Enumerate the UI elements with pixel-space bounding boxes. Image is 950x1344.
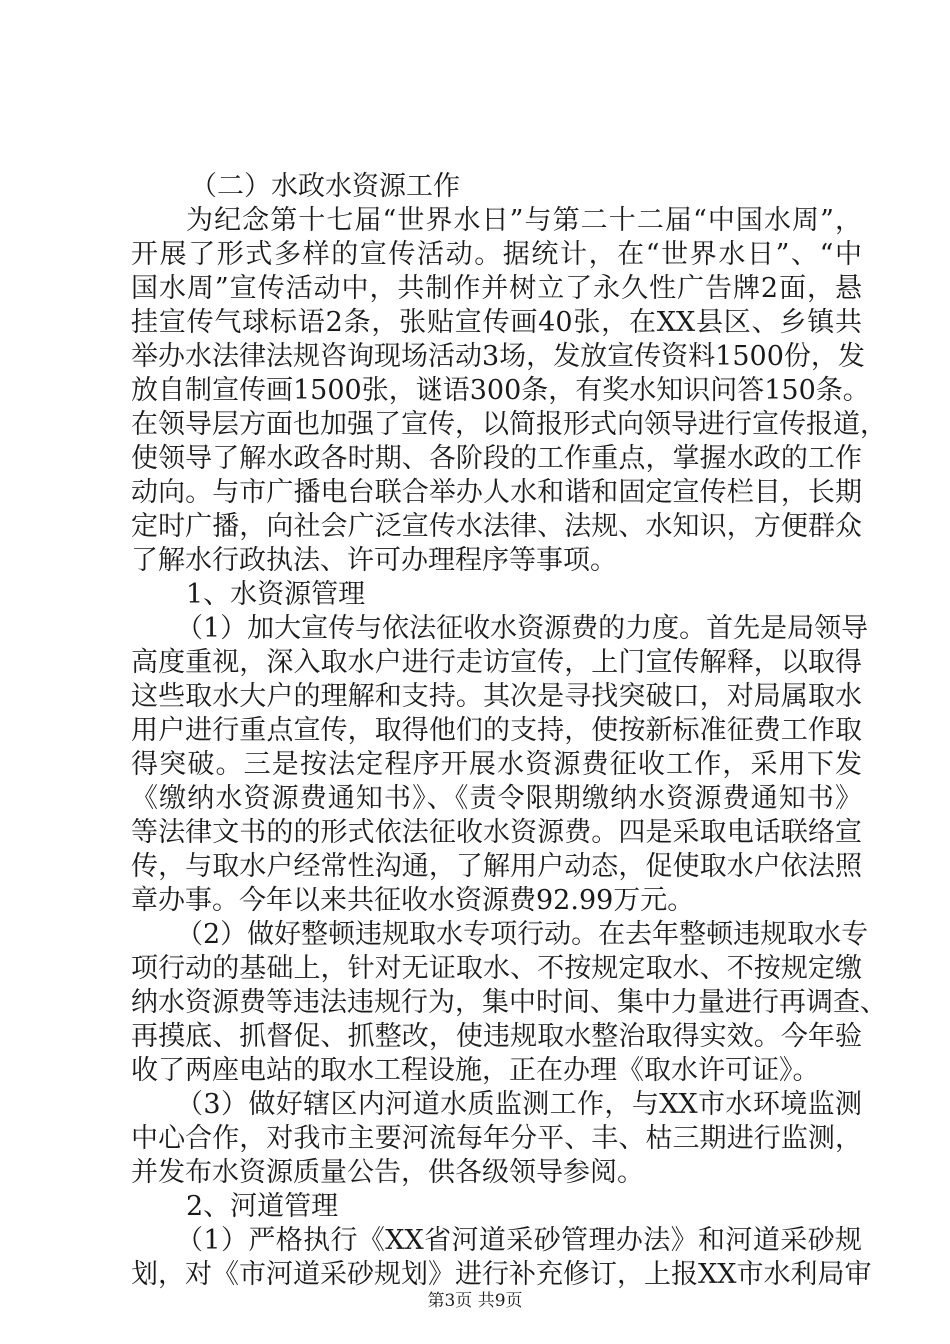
paragraph-line: 放自制宣传画1500张，谜语300条，有奖水知识问答150条。 bbox=[131, 375, 870, 406]
paragraph-line: 再摸底、抓督促、抓整改，使违规取水整治取得实效。今年验 bbox=[131, 1021, 862, 1052]
paragraph-line: 开展了形式多样的宣传活动。据统计，在“世界水日”、“中 bbox=[131, 239, 862, 270]
paragraph-line: 高度重视，深入取水户进行走访宣传，上门宣传解释，以取得 bbox=[131, 647, 862, 678]
paragraph-line: 等法律文书的的形式依法征收水资源费。四是采取电话联络宣 bbox=[131, 817, 862, 848]
paragraph-line: 动向。与市广播电台联合举办人水和谐和固定宣传栏目，长期 bbox=[131, 477, 862, 508]
paragraph-line: 国水周”宣传活动中，共制作并树立了永久性广告牌2面，悬 bbox=[131, 273, 862, 304]
paragraph-line: 《缴纳水资源费通知书》、《责令限期缴纳水资源费通知书》 bbox=[131, 783, 862, 814]
paragraph-line: （3）做好辖区内河道水质监测工作，与XX市水环境监测 bbox=[176, 1089, 862, 1120]
paragraph-line: 划，对《市河道采砂规划》进行补充修订，上报XX市水利局审 bbox=[131, 1259, 872, 1290]
paragraph-line: （2）做好整顿违规取水专项行动。在去年整顿违规取水专 bbox=[176, 919, 869, 950]
paragraph-line: 使领导了解水政各时期、各阶段的工作重点，掌握水政的工作 bbox=[131, 443, 862, 474]
section-heading: （二）水政水资源工作 bbox=[190, 171, 460, 202]
paragraph-line: （1）严格执行《XX省河道采砂管理办法》和河道采砂规 bbox=[176, 1225, 862, 1256]
subsection-heading: 1、水资源管理 bbox=[186, 579, 366, 610]
paragraph-line: 举办水法律法规咨询现场活动3场，发放宣传资料1500份，发 bbox=[131, 341, 865, 372]
paragraph-line: 这些取水大户的理解和支持。其次是寻找突破口，对局属取水 bbox=[131, 681, 862, 712]
paragraph-line: 得突破。三是按法定程序开展水资源费征收工作，采用下发 bbox=[131, 749, 862, 780]
paragraph-line: 了解水行政执法、许可办理程序等事项。 bbox=[131, 545, 617, 576]
paragraph-line: 收了两座电站的取水工程设施，正在办理《取水许可证》。 bbox=[131, 1055, 820, 1086]
subsection-heading: 2、河道管理 bbox=[186, 1191, 339, 1222]
paragraph-line: 纳水资源费等违法违规行为，集中时间、集中力量进行再调查、 bbox=[131, 987, 887, 1018]
paragraph-line: 在领导层方面也加强了宣传，以简报形式向领导进行宣传报道， bbox=[131, 409, 887, 440]
paragraph-line: 项行动的基础上，针对无证取水、不按规定取水、不按规定缴 bbox=[131, 953, 862, 984]
paragraph-line: 用户进行重点宣传，取得他们的支持，使按新标准征费工作取 bbox=[131, 715, 862, 746]
paragraph-line: 传，与取水户经常性沟通，了解用户动态，促使取水户依法照 bbox=[131, 851, 862, 882]
paragraph-line: 挂宣传气球标语2条，张贴宣传画40张，在XX县区、乡镇共 bbox=[131, 307, 862, 338]
paragraph-line: 并发布水资源质量公告，供各级领导参阅。 bbox=[131, 1157, 644, 1188]
paragraph-line: 定时广播，向社会广泛宣传水法律、法规、水知识，方便群众 bbox=[131, 511, 862, 542]
paragraph-line: 章办事。今年以来共征收水资源费92.99万元。 bbox=[131, 885, 695, 916]
paragraph-line: 为纪念第十七届“世界水日”与第二十二届“中国水周”， bbox=[186, 205, 862, 236]
page-footer: 第3页 共9页 bbox=[427, 1291, 523, 1311]
paragraph-line: 中心合作，对我市主要河流每年分平、丰、枯三期进行监测， bbox=[131, 1123, 862, 1154]
paragraph-line: （1）加大宣传与依法征收水资源费的力度。首先是局领导 bbox=[176, 613, 869, 644]
